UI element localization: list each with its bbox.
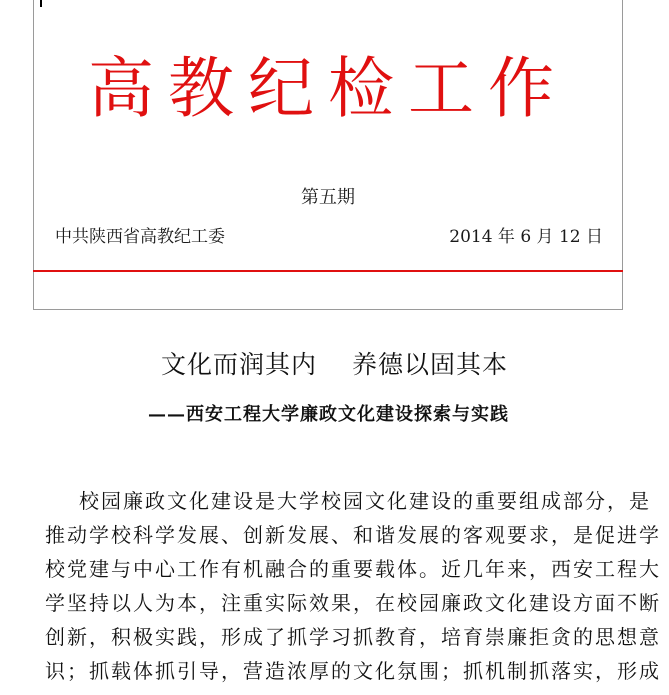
body-line: 创新，积极实践，形成了抓学习抓教育，培育崇廉拒贪的思想意: [45, 625, 661, 649]
masthead-title: 高教纪检工作: [88, 50, 568, 127]
issue-date: 2014 年 6 月 12 日: [449, 227, 603, 247]
body-line: 识；抓载体抓引导，营造浓厚的文化氛围；抓机制抓落实，形成: [45, 659, 661, 683]
issue-number: 第五期: [301, 187, 355, 208]
article-subtitle: ——西安工程大学廉政文化建设探索与实践: [148, 404, 509, 425]
masthead-red-rule: [33, 270, 623, 272]
masthead-frame: [33, 0, 623, 310]
body-line: 校园廉政文化建设是大学校园文化建设的重要组成部分，是: [79, 489, 651, 513]
body-line: 学坚持以人为本，注重实际效果，在校园廉政文化建设方面不断: [45, 591, 661, 615]
article-title: 文化而润其内 养德以固其本: [161, 350, 508, 379]
article-body: [45, 484, 661, 688]
body-line: 推动学校科学发展、创新发展、和谐发展的客观要求，是促进学: [45, 523, 661, 547]
body-line: 校党建与中心工作有机融合的重要载体。近几年来，西安工程大: [45, 557, 661, 581]
publisher: 中共陕西省高教纪工委: [55, 227, 225, 247]
